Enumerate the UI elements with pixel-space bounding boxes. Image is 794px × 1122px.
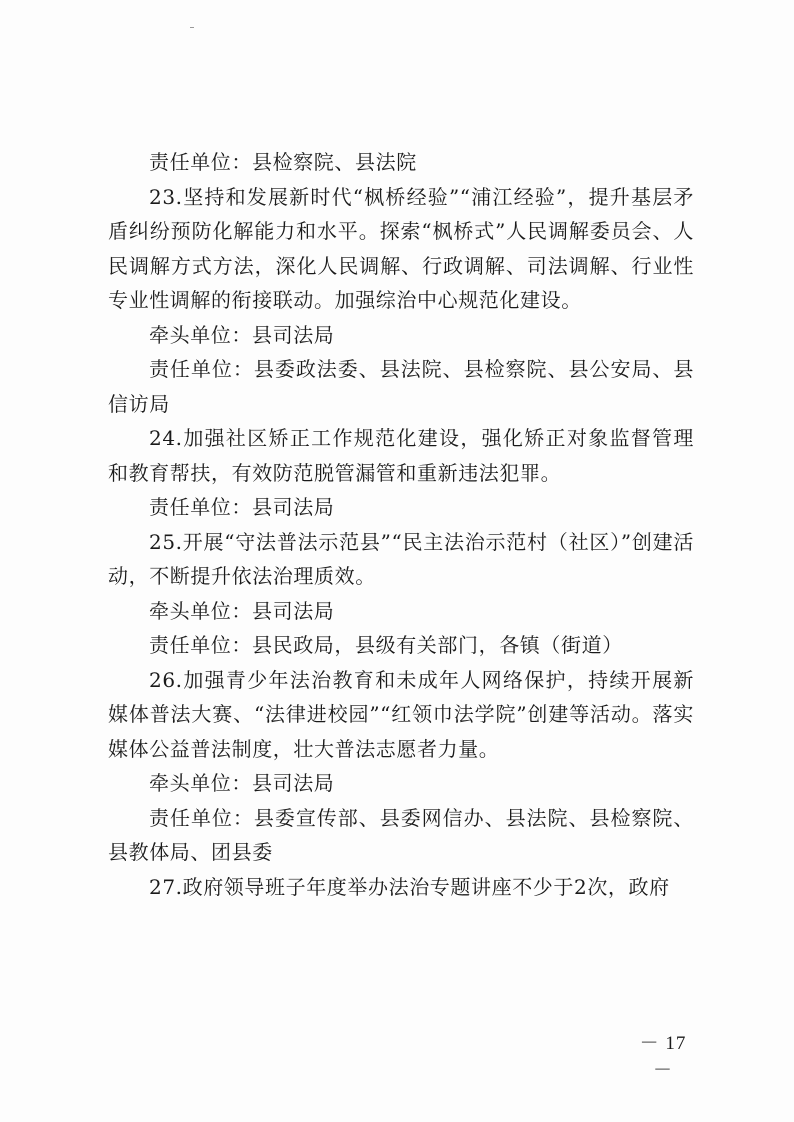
responsible-units-24: 责任单位：县司法局 (149, 495, 335, 519)
responsible-units-25: 责任单位：县民政局，县级有关部门，各镇（街道） (149, 633, 623, 657)
item-23-paragraph: 23.坚持和发展新时代“枫桥经验”“浦江经验”，提升基层矛盾纠纷预防化解能力和水平。探索“枫桥式”人民调解委员会、人民调解方式方法，深化人民调解、行政调解、司法调解、行业性专业性调解的衔接联动。加强综治中心规范化建设。 (108, 184, 694, 312)
responsible-units-23: 责任单位：县委政法委、县法院、县检察院、县公安局、县信访局 (108, 357, 694, 416)
document-body (108, 145, 694, 904)
scan-speck (190, 27, 194, 28)
item-25-paragraph: 25.开展“守法普法示范县”“民主法治示范村（社区）”创建活动，不断提升依法治理质效。 (108, 529, 694, 588)
lead-unit-23: 牵头单位：县司法局 (149, 322, 335, 347)
item-24-paragraph: 24.加强社区矫正工作规范化建设，强化矫正对象监督管理和教育帮扶，有效防范脱管漏管和重新违法犯罪。 (108, 426, 694, 485)
item-27-paragraph: 27.政府领导班子年度举办法治专题讲座不少于2次，政府 (149, 874, 670, 899)
lead-unit-26: 牵头单位：县司法局 (149, 771, 335, 795)
lead-unit-25: 牵头单位：县司法局 (149, 598, 335, 623)
responsible-units-26: 责任单位：县委宣传部、县委网信办、县法院、县检察院、县教体局、团县委 (108, 805, 694, 864)
item-26-paragraph: 26.加强青少年法治教育和未成年人网络保护，持续开展新媒体普法大赛、“法律进校园”“红领巾法学院”创建等活动。落实媒体公益普法制度，壮大普法志愿者力量。 (108, 667, 694, 761)
responsible-units-22: 责任单位：县检察院、县法院 (149, 150, 417, 174)
page-number: － 17 － (639, 1033, 687, 1081)
